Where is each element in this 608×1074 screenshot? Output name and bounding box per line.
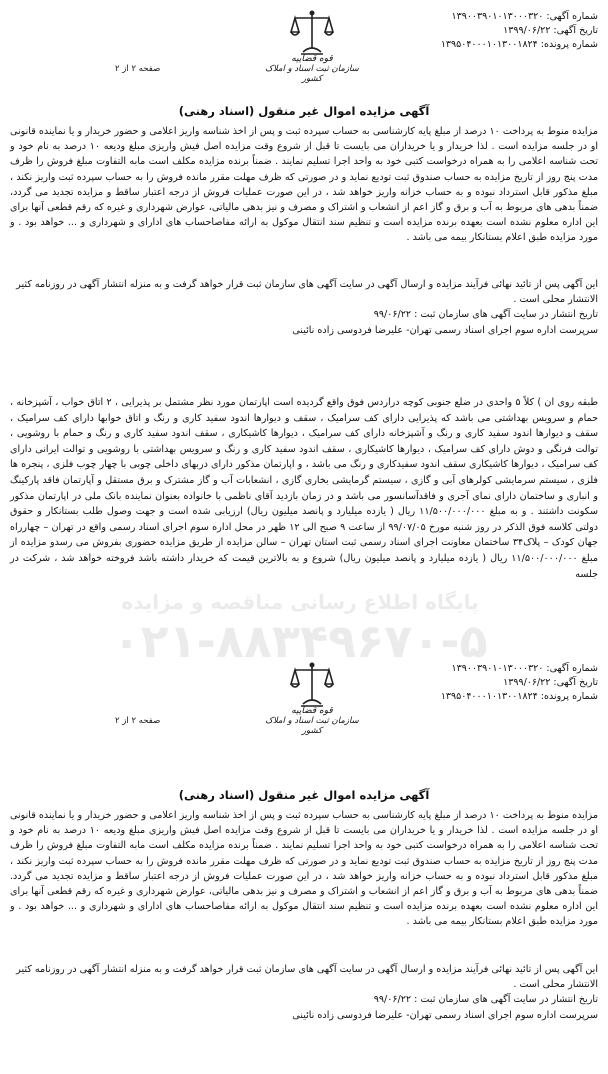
ad1-ad-date: تاریخ آگهی: ۱۳۹۹/۰۶/۲۲ <box>503 25 598 36</box>
ad1-publish-date: تاریخ انتشار در سایت آگهی های سازمان ثبت : ۹۹/۰۶/۲۲ <box>373 309 598 321</box>
ad2-judiciary-logo <box>262 660 362 740</box>
ad1-logo-caption1: قوه قضاییه <box>291 54 333 64</box>
ad2-ad-date: تاریخ آگهی: ۱۳۹۹/۰۶/۲۲ <box>503 677 598 688</box>
ad2-case-number: شماره پرونده: ۱۳۹۵۰۴۰۰۰۱۰۱۳۰۰۱۸۲۴ <box>440 691 598 702</box>
ad1-page-number: صفحه ۲ از ۲ <box>115 64 161 74</box>
ad2-page-number: صفحه ۲ از ۲ <box>115 716 161 726</box>
watermark-phone: ۰۲۱-۸۸۳۴۹۶۷۰-۵ <box>112 614 488 668</box>
ad2-meta <box>441 662 598 704</box>
ad2-publish-date: تاریخ انتشار در سایت آگهی های سازمان ثبت : ۹۹/۰۶/۲۲ <box>373 994 598 1006</box>
ad2-body: مزایده منوط به پرداخت ۱۰ درصد از مبلغ پایه کارشناسی به حساب سپرده ثبت و پس از اخذ شناسه واریز اعلامی و حضور خریدار و یا نماینده قانونی او در جلسه مزایده است . لذا خریدار و یا خریداران می بایست تا قبل از شروع وقت مزایده اصل فیش واریزی مبلغ ودیعه ۱۰ درصد به نام خود و تحت شناسه اعلامی را به همراه درخواست کتبی خود به واحد اجرا تسلیم نمایند . ضمناً برنده مزایده مکلف است مابه التفاوت مبلغ فروش را ظرف مدت پنج روز از تاریخ مزایده به حساب صندوق ثبت تودیع نماید و در صورتی که ظرف مهلت مقرر مانده فروش را به حساب سپرده ثبت واریز نکند ، مبلغ مذکور قابل استرداد نبوده و به حساب خزانه واریز خواهد شد ، در این صورت عملیات فروش از درجه اعتبار ساقط و مزایده تجدید می گردد. ضمناً بدهی های مربوط به آب و برق و گاز اعم از انشعاب و اشتراک و مصرف و نیز بدهی مالیاتی، عوارض شهرداری و غیره که رقم قطعی آنها برای این اداره معلوم نشده است بعهده برنده مزایده است و تنظیم سند انتقال موکول به ارائه مفاصاحساب های ادارای و شهرداری و ... خواهد بود . و مورد مزایده طبق اعلام بستانکار بیمه می باشد . <box>10 810 598 928</box>
ad1-signature: سرپرست اداره سوم اجرای اسناد رسمی تهران- علیرضا فردوسی زاده نائینی <box>292 324 598 336</box>
ad1-ad-number: شماره آگهی: ۱۳۹۰۰۳۹۰۱۰۱۳۰۰۰۳۲۰ <box>451 11 598 22</box>
ad1-body: مزایده منوط به پرداخت ۱۰ درصد از مبلغ پایه کارشناسی به حساب سپرده ثبت و پس از اخذ شناسه واریز اعلامی و حضور خریدار و یا نماینده قانونی او در جلسه مزایده است . لذا خریدار و یا خریداران می بایست تا قبل از شروع وقت مزایده اصل فیش واریزی مبلغ ودیعه ۱۰ درصد به نام خود و تحت شناسه اعلامی را به همراه درخواست کتبی خود به واحد اجرا تسلیم نمایند . ضمناً برنده مزایده مکلف است مابه التفاوت مبلغ فروش را ظرف مدت پنج روز از تاریخ مزایده به حساب صندوق ثبت تودیع نماید و در صورتی که ظرف مهلت مقرر مانده فروش را به حساب سپرده ثبت واریز نکند ، مبلغ مذکور قابل استرداد نبوده و به حساب خزانه واریز خواهد شد ، در این صورت عملیات فروش از درجه اعتبار ساقط و مزایده تجدید می گردد، ضمناً بدهی های مربوط به آب و برق و گاز اعم از انشعاب و اشتراک و مصرف و نیز بدهی مالیاتی، عوارض شهرداری و غیره که رقم قطعی آنها برای این اداره معلوم نشده است بعهده برنده مزایده است و تنظیم سند انتقال موکول به ارائه مفاصاحساب های ادارای و شهرداری و ... خواهد بود . و مورد مزایده طبق اعلام بستانکار بیمه می باشد . <box>10 126 598 244</box>
watermark-text: پایگاه اطلاع رسانی مناقصه و مزایده <box>121 590 479 614</box>
ad2-signature: سرپرست اداره سوم اجرای اسناد رسمی تهران- علیرضا فردوسی زاده نائینی <box>292 1009 598 1021</box>
ad1-judiciary-logo <box>262 8 362 88</box>
ad1-title: آگهی مزایده اموال غیر منقول (اسناد رهنی) <box>178 104 430 118</box>
ad1-logo-caption2: سازمان ثبت اسناد و املاک کشور <box>265 64 359 84</box>
ad2-logo-caption1: قوه قضاییه <box>291 706 333 716</box>
ad2-ad-number: شماره آگهی: ۱۳۹۰۰۳۹۰۱۰۱۳۰۰۰۳۲۰ <box>451 663 598 674</box>
ad2-notice: این آگهی پس از تائید نهائی فرآیند مزایده و ارسال آگهی در سایت آگهی های سازمان ثبت قرار خواهد گرفت و به منزله انتشار آگهی در روزنامه کثیر الانتشار محلی است . <box>16 964 598 991</box>
ad2-logo-caption2: سازمان ثبت اسناد و املاک کشور <box>265 716 359 736</box>
ad2-title: آگهی مزایده اموال غیر منقول (اسناد رهنی) <box>178 788 430 802</box>
ad1-notice: این آگهی پس از تائید نهائی فرآیند مزایده و ارسال آگهی در سایت آگهی های سازمان ثبت قرار خواهد گرفت و به منزله انتشار آگهی در روزنامه کثیر الانتشار محلی است . <box>16 279 598 306</box>
ad2-footer <box>10 962 598 1023</box>
ad1-case-number: شماره پرونده: ۱۳۹۵۰۴۰۰۰۱۰۱۳۰۰۱۸۲۴ <box>440 39 598 50</box>
scales-of-justice-icon <box>289 660 335 710</box>
scales-of-justice-icon <box>289 8 335 58</box>
ad1-footer <box>10 277 598 338</box>
watermark <box>40 590 560 670</box>
ad1-meta <box>441 10 598 52</box>
property-description: طبقه روی ان ) کلاً ۵ واحدی در ضلع جنوبی کوچه دراردس فوق واقع گردیده است اپارتمان مورد نظر مشتمل بر پذیرایی ، ۲ اتاق خواب ، آشپزخانه ، حمام و سرویس بهداشتی می باشد که پذیرایی دارای کف سرامیک ، سقف و دیوارها اندود سفید کاری و رنگ و اتاق خوابها دارای کف سرامیک ، سقف و دیوارها اندود سفید کاری و رنگ و آشپزخانه دارای کف سرامیک ، دیوارها کاشیکاری ، سقف اندود سفید کاری و رنگ و حمام با روشویی ، توالت فرنگی و دوش دارای کف سرامیک ، دیوارها کاشیکاری ، سقف اندود سفید کاری و رنگ و سرویس بهداشتی با روشویی و توالت ایرانی دارای کف سرامیک ، دیوارها کاشیکاری سقف اندود سفیدکاری و رنگ می باشد ، و اپارتمان مذکور دارای دربهای داخلی چوبی با چهار چوب فلزی ، پنجره ها فلزی ، سیستم سرمایشی کولرهای آبی و گازی ، سیستم گرمایشی بخاری گازی ، انشعابات آب و گاز مشترک و برق مستقل و آپارتمان فاقد پارکینگ و انباری و ساختمان دارای نمای آجری و فاقدآسانسور می باشد و در زمان بازدید آقای ناظمی با خانواده بعنوان نماینده بانک ملی در اپارتمان مذکور سکونت داشتند . و به مبلغ ۱۱/۵۰۰/۰۰۰/۰۰۰ ریال ( یازده میلیارد و پانصد میلیون ریال) ارزیابی شده است و جهت وصول طلب بستانکار و حقوق دولتی کلاسه فوق الذکر در روز شنبه مورخ ۹۹/۰۷/۰۵ از ساعت ۹ صبح الی ۱۲ ظهر در محل اداره سوم اجرای اسناد رسمی واقع در تهران – چهارراه جهان کودک – پلاک۳۴ ساختمان معاونت اجرای اسناد رسمی ثبت استان تهران – سالن مزایده از طریق مزایده حضوری بفروش می رسدو مزایده از مبلغ ۱۱/۵۰۰/۰۰۰/۰۰۰ ریال ( یازده میلیارد و پانصد میلیون ریال) شروع و به بالاترین قیمت که خریدار داشته باشد فروخته خواهد شد ، شرکت در جلسه <box>10 397 599 580</box>
